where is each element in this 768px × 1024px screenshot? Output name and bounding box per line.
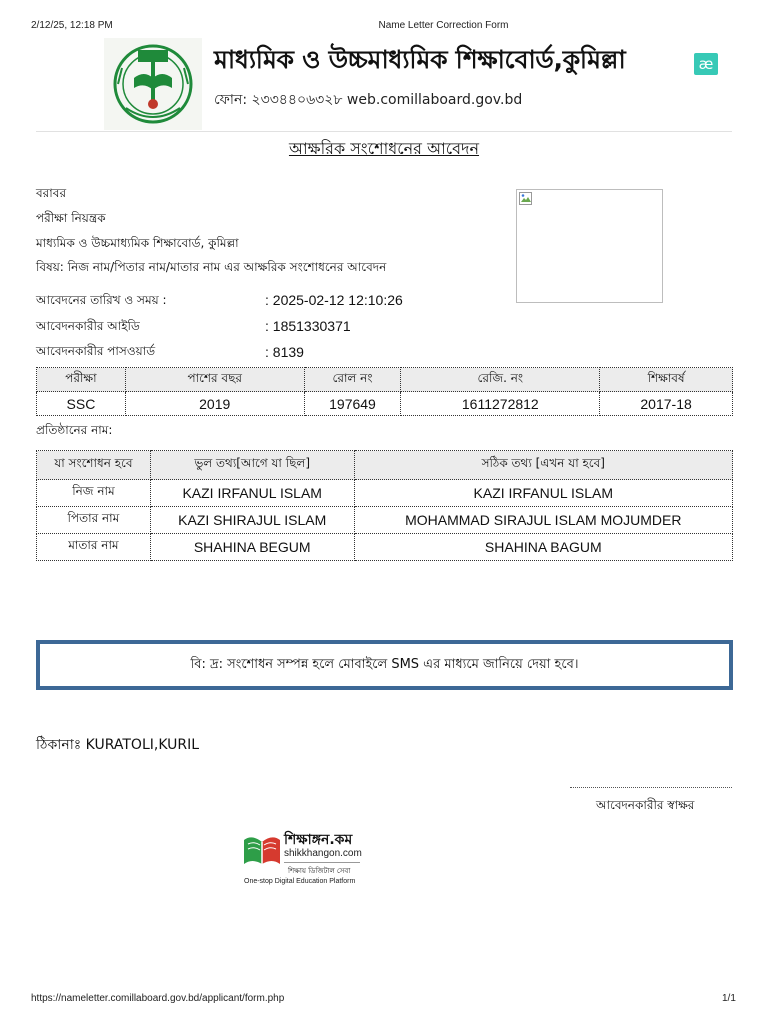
applicant-photo — [516, 189, 663, 303]
applicant-id-label: আবেদনকারীর আইডি — [36, 319, 140, 333]
broken-image-icon — [519, 192, 533, 206]
exam-info-table — [36, 367, 733, 416]
print-doc-title: Name Letter Correction Form — [378, 20, 509, 31]
board-name: মাধ্যমিক ও উচ্চমাধ্যমিক শিক্ষাবোর্ড,কুমিল্লা — [214, 45, 626, 74]
signature-line — [570, 787, 732, 788]
exam-header-session: শিক্ষাবর্ষ — [600, 368, 733, 392]
exam-cell-session: 2017-18 — [600, 392, 733, 416]
correction-field-self: নিজ নাম — [37, 480, 151, 507]
brand-tagline-en: One-stop Digital Education Platform — [244, 878, 356, 885]
form-title — [0, 136, 768, 163]
correction-field-father: পিতার নাম — [37, 507, 151, 534]
table-row — [37, 507, 733, 534]
table-row — [37, 534, 733, 561]
form-title-text: আক্ষরিক সংশোধনের আবেদন — [288, 139, 480, 158]
table-row — [37, 480, 733, 507]
institution-label: প্রতিষ্ঠানের নাম: — [36, 423, 113, 437]
sms-notice-box — [36, 640, 733, 690]
shikkhangon-logo — [240, 828, 370, 888]
addressee-line-1: বরাবর — [36, 186, 67, 200]
board-seal-logo — [104, 38, 202, 130]
print-datetime: 2/12/25, 12:18 PM — [31, 20, 113, 31]
correction-table — [36, 450, 733, 561]
header-divider — [36, 131, 732, 132]
print-url: https://nameletter.comillaboard.gov.bd/applicant/form.php — [31, 993, 285, 1004]
applicant-password-label: আবেদনকারীর পাসওয়ার্ড — [36, 344, 156, 358]
brand-tagline-bn: শিক্ষায় ডিজিটাল সেবা — [288, 867, 351, 875]
applicant-password-value: : 8139 — [265, 344, 304, 360]
exam-cell-roll: 197649 — [304, 392, 401, 416]
correction-field-mother: মাতার নাম — [37, 534, 151, 561]
application-date-value: : 2025-02-12 12:10:26 — [265, 292, 403, 308]
correction-wrong-self: KAZI IRFANUL ISLAM — [150, 480, 354, 507]
table-row — [37, 392, 733, 416]
exam-cell-pass-year: 2019 — [125, 392, 304, 416]
brand-domain: shikkhangon.com — [284, 848, 362, 859]
correction-header-wrong: ভুল তথ্য[আগে যা ছিল] — [150, 451, 354, 480]
applicant-address: ঠিকানাঃ KURATOLI,KURIL — [36, 737, 200, 753]
exam-header-roll: রোল নং — [304, 368, 401, 392]
print-page-number: 1/1 — [722, 993, 736, 1004]
exam-header-pass-year: পাশের বছর — [125, 368, 304, 392]
subject-line: বিষয়: নিজ নাম/পিতার নাম/মাতার নাম এর আক্ষরিক সংশোধনের আবেদন — [36, 260, 387, 274]
open-book-icon — [242, 832, 282, 868]
correction-correct-mother: SHAHINA BAGUM — [354, 534, 732, 561]
correction-header-correct: সঠিক তথ্য [এখন যা হবে] — [354, 451, 732, 480]
addressee-line-3: মাধ্যমিক ও উচ্চমাধ্যমিক শিক্ষাবোর্ড, কুমিল্লা — [36, 236, 239, 250]
sms-notice-text: বি: দ্র: সংশোধন সম্পন্ন হলে মোবাইলে SMS এর মাধ্যমে জানিয়ে দেয়া হবে। — [190, 656, 579, 672]
correction-header-field: যা সংশোধন হবে — [37, 451, 151, 480]
signature-label: আবেদনকারীর স্বাক্ষর — [596, 798, 695, 812]
applicant-id-value: : 1851330371 — [265, 318, 351, 334]
correction-correct-father: MOHAMMAD SIRAJUL ISLAM MOJUMDER — [354, 507, 732, 534]
correction-wrong-father: KAZI SHIRAJUL ISLAM — [150, 507, 354, 534]
exam-header-exam: পরীক্ষা — [37, 368, 126, 392]
correction-table-header-row — [37, 451, 733, 480]
exam-table-header-row — [37, 368, 733, 392]
exam-cell-exam: SSC — [37, 392, 126, 416]
exam-cell-reg: 1611272812 — [401, 392, 600, 416]
addressee-line-2: পরীক্ষা নিয়ন্ত্রক — [36, 211, 106, 225]
brand-name-bn: শিক্ষাঙ্গন.কম — [284, 832, 353, 848]
extension-badge-icon[interactable]: æ — [694, 53, 718, 75]
application-date-label: আবেদনের তারিখ ও সময় : — [36, 293, 167, 307]
correction-wrong-mother: SHAHINA BEGUM — [150, 534, 354, 561]
brand-divider — [284, 862, 360, 863]
board-contact: ফোন: ২৩৩৪৪০৬৩২৮ web.comillaboard.gov.bd — [214, 92, 523, 108]
correction-correct-self: KAZI IRFANUL ISLAM — [354, 480, 732, 507]
exam-header-reg: রেজি. নং — [401, 368, 600, 392]
